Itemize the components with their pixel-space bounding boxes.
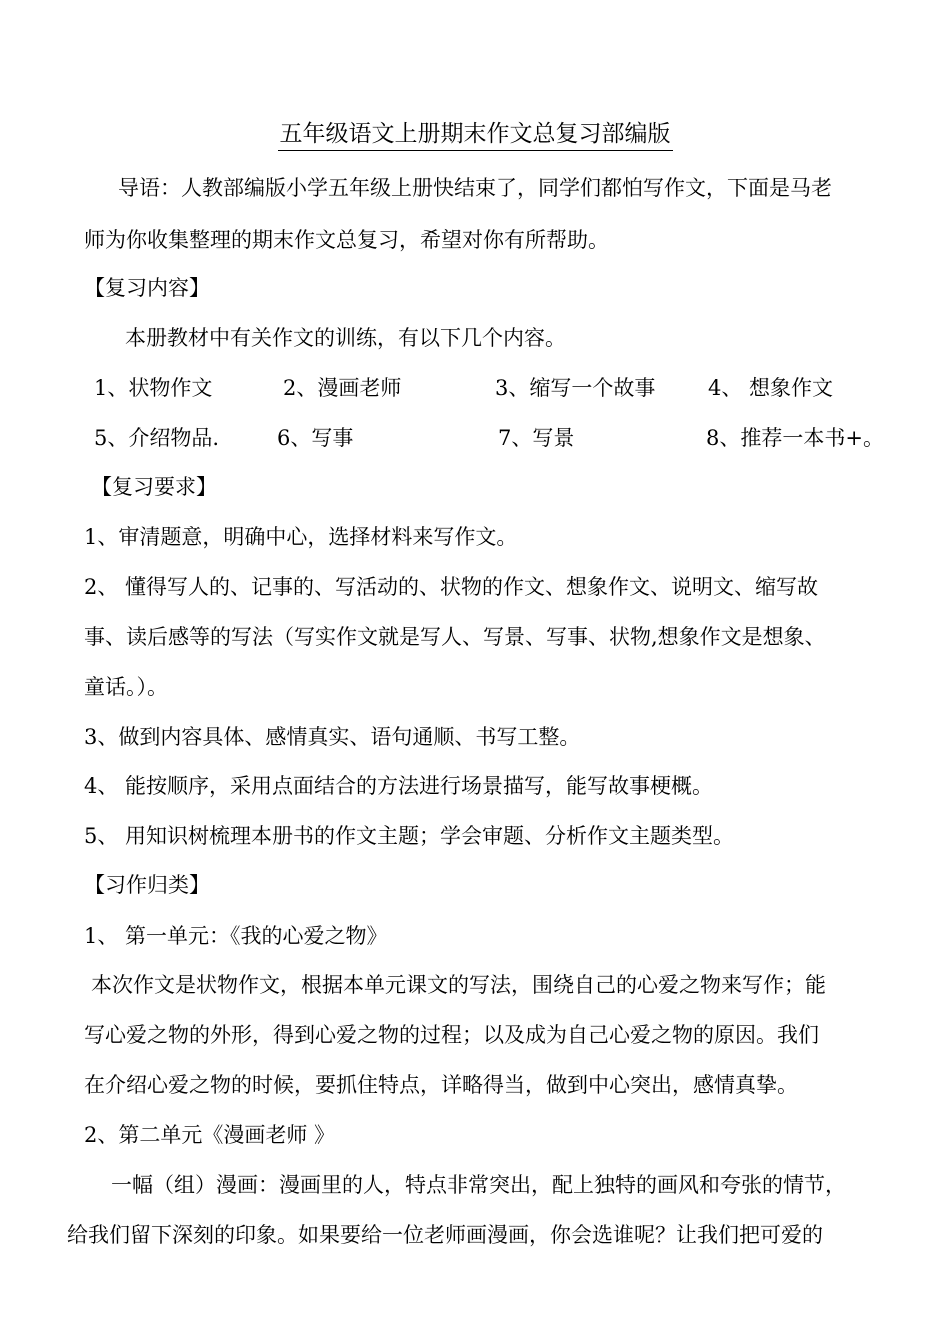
unit1-body-line: 写心爱之物的外形，得到心爱之物的过程；以及成为自己心爱之物的原因。我们 [84, 1023, 819, 1047]
content-item: 3、缩写一个故事 [495, 376, 656, 400]
content-item: 4、 想象作文 [708, 376, 834, 400]
document-title-text: 五年级语文上册期末作文总复习部编版 [278, 121, 673, 151]
content-item: 1、状物作文 [94, 376, 213, 400]
requirement-line: 1、审清题意，明确中心，选择材料来写作文。 [84, 525, 518, 549]
content-item: 7、写景 [498, 426, 575, 450]
requirement-line: 事、读后感等的写法（写实作文就是写人、写景、写事、状物,想象作文是想象、 [84, 625, 826, 649]
requirement-line: 4、 能按顺序，采用点面结合的方法进行场景描写，能写故事梗概。 [84, 774, 714, 798]
section-heading-categories: 【习作归类】 [84, 873, 210, 897]
unit2-body-line: 给我们留下深刻的印象。如果要给一位老师画漫画，你会选谁呢？让我们把可爱的 [67, 1223, 823, 1247]
requirement-line: 童话。）。 [84, 675, 168, 699]
unit1-title: 1、 第一单元：《我的心爱之物》 [84, 924, 388, 948]
section-heading-requirements: 【复习要求】 [91, 475, 217, 499]
unit1-body-line: 本次作文是状物作文，根据本单元课文的写法，围绕自己的心爱之物来写作；能 [91, 973, 826, 997]
section-heading-content: 【复习内容】 [84, 276, 210, 300]
requirement-line: 2、 懂得写人的、记事的、写活动的、状物的作文、想象作文、说明文、缩写故 [84, 575, 819, 599]
content-item: 6、写事 [277, 426, 354, 450]
requirement-line: 3、做到内容具体、感情真实、语句通顺、书写工整。 [84, 725, 581, 749]
intro-line-2: 师为你收集整理的期末作文总复习，希望对你有所帮助。 [84, 228, 609, 252]
document-title [0, 118, 950, 150]
unit1-body-line: 在介绍心爱之物的时候，要抓住特点，详略得当，做到中心突出，感情真挚。 [84, 1073, 798, 1097]
content-item: 2、漫画老师 [283, 376, 402, 400]
requirement-line: 5、 用知识树梳理本册书的作文主题；学会审题、分析作文主题类型。 [84, 824, 735, 848]
content-lead: 本册教材中有关作文的训练，有以下几个内容。 [125, 326, 566, 350]
content-item: 8、推荐一本书+。 [706, 426, 884, 450]
unit2-body-line: 一幅（组）漫画：漫画里的人，特点非常突出，配上独特的画风和夸张的情节， [111, 1173, 846, 1197]
intro-line-1: 导语：人教部编版小学五年级上册快结束了，同学们都怕写作文，下面是马老 [118, 176, 832, 200]
unit2-title: 2、第二单元《漫画老师 》 [84, 1123, 336, 1147]
content-item: 5、介绍物品. [94, 426, 220, 450]
